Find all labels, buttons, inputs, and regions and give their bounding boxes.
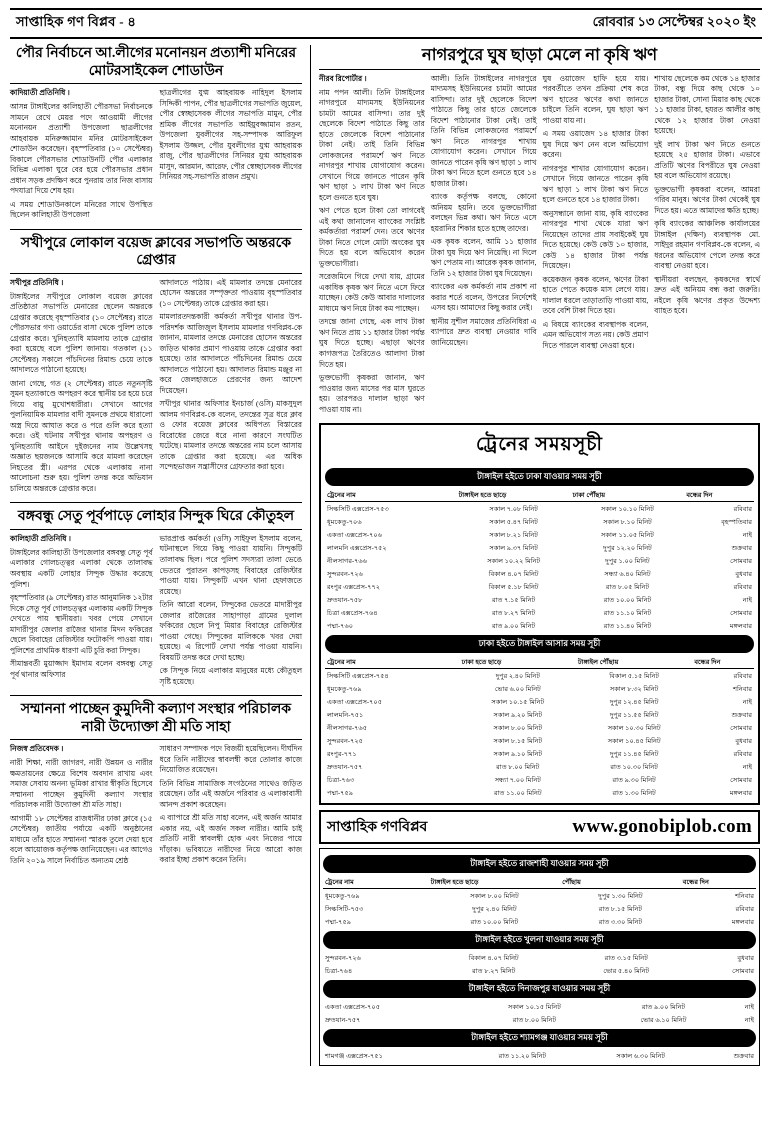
table-row: [323, 1049, 756, 1062]
table-row: [325, 541, 754, 554]
table-cell: দুপুর ১২.২০ মিনিট: [603, 544, 652, 552]
table-cell: রাত ১১.০০ মিনিট: [494, 789, 542, 797]
article-krishi-rin: [319, 45, 760, 418]
table-cell: ভোর ৬.১০ মিনিট: [640, 1016, 687, 1024]
article-paragraph: কৃষি ব্যাংকের আঞ্চলিক কার্যালয়ের টাঙ্গাইল (দক্ষিণ) ব্যবস্থাপক মো. সাইদুর রহমান গণবিপ্লব-কে বলেন, এ ধরনের অভিযোগ পেলে তদন্ত করে ব্যবস্থা নেওয়া হবে।: [654, 219, 760, 271]
table-cell: রাত ১১.৪০ মিনিট: [603, 622, 652, 630]
masthead-date: রোববার ১৩ সেপ্টেম্বর ২০২০ ইং: [592, 14, 756, 29]
table-cell: সকাল ৮.০০ মিনিট: [470, 892, 519, 900]
table-cell: রাত ৯.৩০ মিনিট: [612, 776, 656, 784]
article-paragraph: ভুক্তভোগী কৃষকরা জানান, ঋণ পাওয়ার জন্য মাসের পর মাস ঘুরতে হয়। তারপরও দালাল ছাড়া ঋণ পাওয়া যায় না।: [319, 373, 425, 414]
table-cell: নীলসাগর-৭৬৬: [327, 557, 368, 565]
article-paragraph: স্থানীয়রা বলছেন, কৃষকদের স্বার্থে দ্রুত এই অনিয়ম বন্ধ করা জরুরি। নইলে কৃষি ঋণের প্রকৃত উদ্দেশ্য ব্যাহত হবে।: [654, 274, 760, 316]
col-departure: টাঙ্গাইল হতে ছাড়ে: [457, 488, 571, 502]
article-paragraph: আসন্ন টাঙ্গাইলের কালিহাতী পৌরসভা নির্বাচনকে সামনে রেখে মেয়র পদে আওয়ামী লীগের মনোনয়ন প্রত্যাশী উপজেলা ছাত্রলীগের আহবায়ক মনিরুজ্জামান মনির মোটরসাইকেল শোডাউন করেছেন। বৃহস্পতিবার (১০ সেপ্টেম্বর) বিকালে পৌরসভার শোডাউনটি পৌর এলাকার বিভিন্ন এলাকা ঘুরে বের হয়ে পৌরসভার প্রধান প্রধান সড়ক প্রদক্ষিণ করে পুনরায় তার নিজ বাসায় পদযাত্রা দিয়ে শেষ হয়।: [10, 102, 153, 196]
article-paragraph: দুই লাখ টাকা ঋণ নিতে গুনতে হয়েছে ২৫ হাজার টাকা। এভাবে প্রতিটি ঋণের বিপরীতে ঘুষ নেওয়া হয় বলে অভিযোগ রয়েছে।: [654, 139, 760, 181]
article-sommanona-srimoti-saha: [10, 701, 302, 869]
table-cell: রাত ৮.০০ মিনিট: [496, 763, 540, 771]
article-paragraph: এ ব্যাপারে শ্রী মতি সাহা বলেন, এই অর্জন আমার একার নয়, এই অর্জন সকল নারীর। আমি চাই প্রতিটি নারী স্বাবলম্বী হোক এবং নিজের পায়ে দাঁড়াক। ভবিষ্যতে নারীদের নিয়ে আরো কাজ করার ইচ্ছা প্রকাশ করেন তিনি।: [159, 813, 302, 865]
table-cell: সোমবার: [730, 776, 752, 784]
table-cell: সকাল ৫.৪৭ মিনিট: [489, 518, 538, 526]
train-band-rajshahi: টাঙ্গাইল হইতে রাজশাহী যাওয়ার সময় সূচী: [323, 855, 756, 873]
article-paragraph: সখীপুর থানার অফিসার ইনচার্জ (ওসি) মাকসুদুল আলম গণবিপ্লব-কে বলেন, তদন্তের সূত্র ধরে ক্লাব ও ফোর বয়েজ ক্লাবের অধিপত্য বিস্তারের বিরোধের জেরে ধরে নানা কারণে সংঘটিত ঘটেছে। মামলার তদন্তে অন্তরের নাম চলে আসায় তাকে গ্রেপ্তার করা হয়েছে। এর অধিক সন্দেহভাজন সন্ত্রাসীদের গ্রেফতার করা হবে।: [159, 399, 302, 472]
table-cell: রাত ১০.৩০ মিনিট: [610, 763, 658, 771]
article-lokal-boyez-club: [10, 235, 302, 498]
table-cell: সিল্কসিটি এক্সপ্রেস-৭৫৪: [327, 672, 389, 680]
table-cell: রাত ৩.১৫ মিনিট: [604, 954, 648, 962]
col-arrival: টাঙ্গাইল পৌঁছায়: [576, 655, 692, 669]
table-row: [325, 619, 754, 632]
table-row: [325, 606, 754, 619]
article-headline: সখীপুরে লোকাল বয়েজ ক্লাবের সভাপতি অন্তরকে গ্রেপ্তার: [10, 235, 302, 274]
table-cell: শনিবার: [735, 892, 754, 900]
table-cell: বুধবার: [737, 954, 754, 962]
table-cell: চিত্রা-৭৬৩: [327, 776, 355, 784]
table-cell: রংপুর এক্সপ্রেস-৭৭২: [327, 583, 381, 591]
article-paragraph: স্থানীয় সুশীল সমাজের প্রতিনিধিরা এ ব্যাপারে দ্রুত ব্যবস্থা নেওয়ার দাবি জানিয়েছেন।: [430, 316, 537, 347]
article-paragraph: সীমান্তবর্তী মুয়াজ্জাদ ইমাদাম বলেন বঙ্গবন্ধু সেতু পূর্ব থানার অফিসার: [10, 659, 153, 679]
website-banner[interactable]: [319, 810, 760, 844]
table-cell: শুক্রবার: [731, 544, 752, 552]
train-band-shyamganj: টাঙ্গাইল হইতে শ্যামগঞ্জ যাওয়ার সময় সূচী: [323, 1029, 756, 1047]
table-cell: শুক্রবার: [733, 1052, 754, 1060]
article-paragraph: নাম পপন আলী। তিনি টাঙ্গাইলের নাগরপুরে মাদ্যমসহ ইউনিয়নের চামটা আমের বাসিন্দা। তার দুই ছেলেকে বিদেশ পাঠাতে কিছু তার হাতে জেলেকে বিদেশ পাঠানোর টাকা নেই। তাই তিনি বিভিন্ন লোকজনের পরামর্শে ঋণ নিতে নাগরপুর শাখায় যোগাযোগ করেন। সেখানে গিয়ে জানতে পারেন কৃষি ঋণ ছাড়া ১ লাখ টাকা ঋণ নিতে হলে গুনতে হবে ঘুষ।: [319, 87, 425, 202]
table-row: [325, 554, 754, 567]
table-cell: শামগঞ্জ এক্সপ্রেস-৭৫১: [325, 1052, 383, 1060]
table-cell: দুপুর ১.৩০ মিনিট: [598, 892, 643, 900]
article-paragraph: জানা গেছে, গত (২ সেপ্টেম্বর) রাতে নতুনসৃষ্টি সুমন হত্যাকাণ্ডে অপহরণ করে স্থানীয় চর হয়ে চরে গিয়ে বায়ু মুখোশধারীরা। সেখানে আগের পুলনিয়ামিক মামলার বাদী সুমনকে প্রথমে ধারালো অস্ত্র দিয়ে আঘাত করে ও পরে গুলি করে হত্যা করে। ওই ঘটনায় সখীপুর থানায় অপহরণ ও খুনিহত্যাধি আইনে দুইজনের নাম উল্লেখসহ অজ্ঞাত ছয়জনকে আসামি করে মামলা করেছেন নিহতের স্ত্রী। এরপর থেকে এলাকায় নানা আলোচনা শুরু হয়। পুলিশ তদন্ত করে অভিযান চালিয়ে অন্তরকে গ্রেপ্তার করে।: [10, 378, 153, 493]
table-cell: সকাল ৮.১৫ মিনিট: [493, 737, 543, 745]
left-column-block: [10, 45, 302, 1066]
article-paragraph: এ সময় ওয়াজেদ ১৪ হাজার টাকা ঘুষ দিয়ে ঋণ নেন বলে অভিযোগ করেন।: [542, 129, 649, 160]
article-paragraph: ঘুষ ওয়াজেদ হাফি হয়ে যায়। পরবর্তীতে তখন প্রক্রিয়া শেষ করে ঋণ হাতের ঋণের কথা জানতে চাইলে তিনি বলেন, ঘুষ ছাড়া ঋণ পাওয়া যায় না।: [542, 73, 649, 125]
table-cell: নাই: [742, 763, 752, 771]
table-header-row: [325, 488, 754, 502]
table-cell: ধূমকেতু-৭৬৯: [325, 892, 360, 900]
article-paragraph: টাঙ্গাইলের কালিহাতী উপজেলার বঙ্গবন্ধু সেতু পূর্ব এলাকার গোলচত্ত্বর এলাকা থেকে তালাবদ্ধ অবস্থায় একটি লোহার সিন্দুক উদ্ধার করেছে পুলিশ।: [10, 547, 153, 589]
table-row: [323, 915, 756, 928]
table-cell: সন্ধ্যা ৬.৪০ মিনিট: [604, 570, 651, 578]
table-cell: সকাল ৮.৩২ মিনিট: [609, 685, 659, 693]
table-row: [323, 889, 756, 903]
table-cell: দুপুর ২.৪০ মিনিট: [472, 905, 517, 913]
table-cell: নাই: [744, 1003, 754, 1011]
train-schedule-title: ট্রেনের সময়সূচী: [476, 434, 603, 456]
table-cell: রাত ৯.০০ মিনিট: [492, 622, 536, 630]
table-cell: সকাল ৮.১০ মিনিট: [603, 518, 652, 526]
table-cell: লালমনি এক্সপ্রেস-৭৫২: [327, 544, 387, 552]
divider: [10, 229, 302, 230]
table-row: [325, 567, 754, 580]
table-row: [325, 708, 754, 721]
table-cell: শনিবার: [733, 685, 752, 693]
table-cell: সকাল ৯.২০ মিনিট: [493, 711, 543, 719]
table-cell: রাত ৮.০০ মিনিট: [512, 1016, 557, 1024]
table-cell: সন্ধ্যা ৭.০০ মিনিট: [494, 776, 541, 784]
train-schedule-box: [319, 423, 760, 805]
table-cell: দ্রুতযান-৭৫৭: [325, 1016, 361, 1024]
table-cell: একতা এক্সপ্রেস-৭০৫: [325, 1003, 380, 1011]
table-cell: দ্রুতযান-৭৫৭: [327, 763, 363, 771]
article-paragraph: ছাত্রলীগের যুগ্ম আহবায়ক নাহিদুল ইসলাম সিদ্দিকী পাপন, পৌর ছাত্রলীগের সভাপতি জুয়েল, পৌর স্বেচ্ছাসেবক লীগের সভাপতি মামুন, পৌর শ্রমিক লীগের সভাপতি আইয়ুবজ্জামান রতন, উপজেলা যুবলীগের সহ-সম্পাদক আরিফুল ইসলাম উজ্জল, পৌর যুবলীগের যুগ্ম আহবায়ক রাজু, পৌর ছাত্রলীগের সিনিয়র যুগ্ম আহবায়ক মাসুদ, আরমান, আরেফ, পৌর স্বেচ্ছাসেবক লীগের সিনিয়র সহ-সভাপতি রাজন প্রমুখ।: [159, 88, 302, 182]
table-row: [325, 515, 754, 528]
col-arrival: ঢাকা পৌঁছায়: [571, 488, 685, 502]
table-cell: দুপুর ১২.৪৫ মিনিট: [609, 698, 659, 706]
table-row: [325, 502, 754, 516]
train-band-tangail-to-dhaka: টাঙ্গাইল হইতে ঢাকা যাওয়ার সময় সূচী: [325, 468, 754, 486]
table-cell: দ্রুতযান-৭৫৮: [327, 596, 363, 604]
train-table-dinajpur: [323, 1000, 756, 1026]
table-cell: রবিবার: [733, 505, 752, 513]
train-table-tangail-dhaka: [325, 488, 754, 632]
table-cell: ধূমকেতু-৭৬৯: [327, 685, 362, 693]
table-row: [323, 964, 756, 977]
table-cell: বিকাল ৫.১৮ মিনিট: [488, 583, 539, 591]
table-cell: রংপুর-৭৭১: [327, 750, 357, 758]
table-cell: মঙ্গলবার: [729, 622, 752, 630]
divider: [10, 502, 302, 503]
table-cell: ভোর ৬.০০ মিনিট: [494, 685, 541, 693]
table-row: [325, 786, 754, 799]
table-row: [325, 734, 754, 747]
table-cell: রবিবার: [733, 750, 752, 758]
table-header-row: [323, 875, 756, 889]
table-cell: একতা এক্সপ্রেস-৭০৬: [327, 531, 382, 539]
table-cell: সকাল ১০.২২ মিনিট: [487, 557, 541, 565]
article-paragraph: মামলারতদন্তকারী কর্মকর্তা সখীপুর থানার উপ-পরিদর্শক আজিজুল ইসলাম মামলার গণবিপ্লব-কে জানান, মামলার তদন্তে মেনারের হোসেন অন্তরের জড়িত থাকার প্রমাণ পাওয়ায় তাকে গ্রেপ্তার করা হয়েছে। তার আদালতে পাঁচদিনের রিমান্ড চেয়ে আদালতে পাঠানো হয়। আদালত রিমান্ড মঞ্জুর না করে জেলহাজতে প্রেরণের জন্য আদেশ দিয়েছেন।: [159, 312, 302, 395]
table-cell: একতা এক্সপ্রেস-৭০৫: [327, 698, 382, 706]
article-headline: নাগরপুরে ঘুষ ছাড়া মেলে না কৃষি ঋণ: [319, 45, 760, 70]
table-cell: নাই: [742, 596, 752, 604]
table-cell: ধূমকেতু-৭০৬: [327, 518, 362, 526]
table-cell: সকাল ৮.২১ মিনিট: [489, 531, 538, 539]
article-paragraph: আগামী ১৮ সেপ্টেম্বর রাজধানীর ঢাকা ক্লাবে (১৫ সেপ্টেম্বর) জাতীয় পর্যায়ে একটি অনুষ্ঠানের মাধ্যমে তাঁর হাতে সম্মাননা স্মারক তুলে দেয়া হবে বলে আয়োজক কর্তৃপক্ষ জানিয়েছেন। এর আগেও তিনি ২০১৯ সালে নির্বাচিত অন্যতম শ্রেষ্ঠ: [10, 813, 153, 865]
table-cell: সকাল ৬.৩০ মিনিট: [616, 1052, 665, 1060]
table-cell: সকাল ৭.০৮ মিনিট: [489, 505, 538, 513]
table-cell: সোমবার: [730, 609, 752, 617]
table-cell: পদ্মা-৭৫৯: [327, 789, 354, 797]
divider: [10, 695, 302, 696]
article-paragraph: আদালতে পাঠায়। এই মামলার তদন্তে মেনারের হোসেন অন্তরের সম্পৃক্ততা পাওয়ায় বৃহস্পতিবার (১০ সেপ্টেম্বর) তাকে গ্রেপ্তার করা হয়।: [159, 277, 302, 308]
table-cell: রাত ৩.৩০ মিনিট: [598, 918, 643, 926]
article-paragraph: সাধারণ সম্পাদক পদে বিজয়ী হয়েছিলেন। দীর্ঘদিন ধরে তিনি নারীদের স্বাবলম্বী করে তোলার কাজে নিয়োজিত রয়েছেন।: [159, 744, 302, 775]
article-paragraph: অনুসন্ধানে জানা যায়, কৃষি ব্যাংকের নাগরপুর শাখা থেকে যারা ঋণ নিয়েছেন তাদের প্রায় সবাইকেই ঘুষ দিতে হয়েছে। কেউ কেউ ১০ হাজার, কেউ ১৪ হাজার টাকা পর্যন্ত দিয়েছেন।: [542, 208, 649, 271]
table-row: [323, 1013, 756, 1026]
article-byline: কাদিয়াতী প্রতিনিধি ।: [10, 88, 70, 97]
article-paragraph: তিনি বিভিন্ন সামাজিক সংগঠনের সাথেও জড়িত রয়েছেন। তাঁর এই অর্জনে পরিবার ও এলাকাবাসী আনন্দ প্রকাশ করেছেন।: [159, 778, 302, 809]
table-cell: রাত ৭.১৫ মিনিট: [492, 596, 536, 604]
article-headline: পৌর নির্বাচনে আ.লীগের মনোনয়ন প্রত্যাশী মনিরের মোটরসাইকেল শোডাউন: [10, 45, 302, 84]
table-cell: সোমবার: [732, 967, 754, 975]
col-train-name: ট্রেনের নাম: [325, 655, 460, 669]
article-paragraph: এক কৃষক বলেন, আমি ১১ হাজার টাকা ঘুষ দিয়ে ঋণ নিয়েছি। না দিলে ঋণ পেতাম না। আরেক কৃষক জানান, তিনি ১২ হাজার টাকা ঘুষ দিয়েছেন।: [430, 237, 537, 278]
train-table-rajshahi: [323, 875, 756, 928]
article-byline: কালিহাতী প্রতিনিধি ।: [10, 533, 71, 543]
table-cell: নাই: [742, 698, 752, 706]
col-offday: বন্ধের দিন: [681, 875, 756, 889]
article-porsova-nirbachon: [10, 45, 302, 224]
table-cell: রাত ১০.০০ মিনিট: [470, 918, 519, 926]
table-cell: সকাল ১০.১৫ মিনিট: [491, 698, 545, 706]
table-cell: রবিবার: [733, 672, 752, 680]
table-row: [325, 580, 754, 593]
article-paragraph: সরেজমিনে গিয়ে দেখা যায়, গ্রামের একাধিক কৃষক ঋণ নিতে এসে ফিরে যাচ্ছেন। কেউ কেউ আবার দালালের মাধ্যমে ঋণ নিয়ে টাকা কম পাচ্ছেন।: [319, 272, 425, 313]
table-row: [325, 773, 754, 786]
table-row: [325, 669, 754, 683]
table-cell: বিকাল ৪.০৭ মিনিট: [468, 954, 519, 962]
table-row: [323, 951, 756, 964]
article-lohar-sinduk: [10, 508, 302, 690]
col-train-name: ট্রেনের নাম: [325, 488, 457, 502]
table-cell: রাত ১১.১০ মিনিট: [603, 609, 652, 617]
article-paragraph: ব্যাংক কর্তৃপক্ষ বলছে, কোনো অনিয়ম হয়নি। তবে ভুক্তভোগীরা বলছেন ভিন্ন কথা। ঋণ নিতে এসে হয়রানির শিকার হতে হচ্ছে তাদের।: [430, 192, 537, 233]
table-cell: সিল্কসিটি-৭৫৩: [325, 905, 364, 913]
table-cell: সকাল ১০.৩০ মিনিট: [607, 724, 661, 732]
table-cell: বিকাল ৪.০৭ মিনিট: [488, 570, 539, 578]
table-cell: নীলসাগর-৭৬৫: [327, 724, 368, 732]
col-arrival: পৌঁছায়: [560, 875, 681, 889]
table-cell: চিত্রা এক্সপ্রেস-৭৬৪: [327, 609, 378, 617]
train-table-khulna: [323, 951, 756, 977]
table-cell: সিল্কসিটি এক্সপ্রেস-৭৫৩: [327, 505, 389, 513]
col-departure: টাঙ্গাইল হতে ছাড়ে: [429, 875, 560, 889]
train-band-dhaka-to-tangail: ঢাকা হইতে টাঙ্গাইল আসার সময় সূচী: [325, 635, 754, 653]
table-cell: সোমবার: [730, 724, 752, 732]
col-train-name: ট্রেনের নাম: [323, 875, 429, 889]
table-cell: পদ্মা-৭৫৯: [325, 918, 352, 926]
article-paragraph: শাখায় ছেলেকে কম থেকে ১৪ হাজার টাকা, বন্ধু দিয়ে কাছ থেকে ১০ হাজার টাকা, সোনা মিয়ার কাছ থেকে ১১ হাজার টাকা, হযরত আলীর কাছ থেকে ১২ হাজার টাকা নেওয়া হয়েছে।: [654, 73, 760, 136]
table-cell: শুক্রবার: [731, 711, 752, 719]
table-cell: দুপুর ১১.৫৫ মিনিট: [609, 711, 659, 719]
table-cell: দুপুর ১.০০ মিনিট: [605, 557, 650, 565]
table-cell: রবিবার: [733, 583, 752, 591]
table-row: [325, 682, 754, 695]
table-cell: সোমবার: [730, 557, 752, 565]
article-paragraph: ঋণ পেতে হলে টাকা তো লাগবেই এই কথা জানালেন ব্যাংকের সংশ্লিষ্ট কর্মকর্তারা পরামর্শ দেন। তবে ঋণের টাকা নিতে গেলে মোটা অংকের ঘুষ দিতে হয় বলে অভিযোগ করেন ভুক্তভোগীরা।: [319, 206, 425, 268]
table-cell: সকাল ৮.০০ মিনিট: [493, 724, 543, 732]
paper-brand: সাপ্তাহিক গণবিপ্লব: [327, 820, 428, 836]
table-cell: সকাল ১০.৪৫ মিনিট: [607, 737, 661, 745]
right-column-block: [310, 45, 760, 1066]
article-paragraph: তিনি আরো বলেন, সিন্দুকের ভেতরে মাদারীপুর জেলার রাজৈরের সাহাপাড়া গ্রামের দুলাল ফকিরের ছেলে নিপু মিয়ার বিবাহের রেজিস্টার পাওয়া গেছে। সিন্দুকের মালিককে খবর দেয়া হয়েছে। এ রিপোর্ট লেখা পর্যন্ত পাওয়া যায়নি। বিষয়টি তদন্ত করে দেখা হচ্ছে।: [159, 600, 302, 662]
train-table-dhaka-tangail: [325, 655, 754, 799]
train-schedule-secondary: [319, 848, 760, 1066]
table-cell: রাত ৮.২৭ মিনিট: [472, 967, 516, 975]
table-cell: মঙ্গলবার: [729, 789, 752, 797]
table-cell: বিকাল ৫.১৫ মিনিট: [609, 672, 659, 680]
table-cell: রাত ৮.০৫ মিনিট: [605, 583, 650, 591]
article-paragraph: তদন্তে জানা গেছে, এক লাখ টাকা ঋণ নিতে প্রায় ১১ হাজার টাকা পর্যন্ত ঘুষ দিতে হচ্ছে। এছাড়া ঋণের কাগজপত্র তৈরিতেও আলাদা টাকা দিতে হয়।: [319, 317, 425, 369]
table-cell: সকাল ১১.০৫ মিনিট: [601, 531, 654, 539]
table-header-row: [325, 655, 754, 669]
table-cell: রাত ৯.০০ মিনিট: [641, 1003, 686, 1011]
table-cell: রাত ১০.০০ মিনিট: [603, 596, 652, 604]
article-byline: সখীপুর প্রতিনিধি ।: [10, 277, 64, 287]
article-paragraph: কয়েকজন কৃষক বলেন, ঋণের টাকা হাতে পেতে কয়েক মাস লেগে যায়। দালাল ধরলে তাড়াতাড়ি পাওয়া যায়, তবে বেশি টাকা দিতে হয়।: [542, 274, 649, 316]
article-paragraph: এ বিষয়ে ব্যাংকের ব্যবস্থাপক বলেন, এমন অভিযোগ সত্য নয়। কেউ প্রমাণ দিতে পারলে ব্যবস্থা নেওয়া হবে।: [542, 319, 649, 350]
masthead: [10, 8, 762, 39]
article-paragraph: কে সিন্দুক নিয়ে এলাকার মানুষের মধ্যে কৌতুহল সৃষ্টি হয়েছে।: [159, 666, 302, 686]
table-cell: দুপুর ২.৪০ মিনিট: [495, 672, 540, 680]
table-cell: চিত্রা-৭৬৪: [325, 967, 353, 975]
article-paragraph: ভুক্তভোগী কৃষকরা বলেন, আমরা গরিব মানুষ। ঋণের টাকা থেকেই ঘুষ দিতে হয়। এতে আমাদের ক্ষতি হচ্ছে।: [654, 184, 760, 215]
table-cell: নাই: [744, 1016, 754, 1024]
col-offday: বন্ধের দিন: [692, 655, 754, 669]
article-headline: বঙ্গবন্ধু সেতু পূর্বপাড়ে লোহার সিন্দুক ঘিরে কৌতুহল: [10, 508, 302, 530]
table-cell: রাত ১.৩০ মিনিট: [612, 789, 656, 797]
table-cell: সুন্দরবন-৭২৫: [327, 737, 363, 745]
table-cell: সকাল ১০.১৫ মিনিট: [508, 1003, 561, 1011]
table-cell: সকাল ১০.১০ মিনিট: [601, 505, 654, 513]
table-cell: সকাল ৯.১০ মিনিট: [493, 750, 543, 758]
col-offday: বন্ধের দিন: [684, 488, 754, 502]
article-paragraph: নারী শিক্ষা, নারী জাগরণ, নারী উন্নয়ন ও নারীর ক্ষমতায়নের ক্ষেত্রে বিশেষ অবদান রাখায় এবং সমাজ সেবায় অনন্য ভূমিকা রাখার স্বীকৃতি হিসেবে সম্মাননা পাচ্ছেন কুমুদিনী কল্যাণ সংস্থার পরিচালক নারী উদ্যোক্তা শ্রী মতি সাহা।: [10, 758, 153, 810]
table-cell: বুধবার: [735, 737, 752, 745]
article-headline: সম্মাননা পাচ্ছেন কুমুদিনী কল্যাণ সংস্থার পরিচালক নারী উদ্যোক্তা শ্রী মতি সাহা: [10, 701, 302, 740]
table-cell: লালমনি-৭৫১: [327, 711, 364, 719]
table-row: [325, 528, 754, 541]
train-table-shyamganj: [323, 1049, 756, 1062]
table-row: [325, 747, 754, 760]
article-byline: নীরব রিপোর্টার ।: [319, 73, 367, 83]
article-paragraph: এ সময় শোডাউনকালে মনিরের সাথে উপস্থিত ছিলেন কালিহাতী উপজেলা: [10, 199, 153, 220]
table-row: [323, 902, 756, 915]
table-cell: বুধবার: [735, 570, 752, 578]
table-cell: নাই: [742, 531, 752, 539]
table-row: [325, 721, 754, 734]
col-departure: ঢাকা হতে ছাড়ে: [460, 655, 576, 669]
table-cell: রাত ১১.২০ মিনিট: [498, 1052, 547, 1060]
article-paragraph: ব্যাংকের এক কর্মকর্তা নাম প্রকাশ না করার শর্তে বলেন, উপরের নির্দেশেই এসব হয়। আমাদের কিছু করার নেই।: [430, 282, 537, 313]
article-byline: নিজস্ব প্রতিবেদক ।: [10, 744, 64, 754]
train-band-dinajpur: টাঙ্গাইল হইতে দিনাজপুর যাওয়ার সময় সূচী: [323, 980, 756, 998]
train-band-khulna: টাঙ্গাইল হইতে খুলনা যাওয়ার সময় সূচী: [323, 931, 756, 949]
masthead-title: সাপ্তাহিক গণ বিপ্লব - ৪: [16, 14, 137, 29]
table-cell: মঙ্গলবার: [731, 918, 754, 926]
table-cell: ভোর ৫.৪০ মিনিট: [603, 967, 650, 975]
table-cell: দুপুর ১১.৪৫ মিনিট: [609, 750, 659, 758]
table-cell: রাত ৮.১৫ মিনিট: [598, 905, 643, 913]
article-paragraph: নাগরপুর শাখার যোগাযোগ করেন। সেখানে গিয়ে জানতে পারেন কৃষি ঋণ ছাড়া ১ লাখ টাকা ঋণ নিতে হলে গুনতে হবে ১৪ হাজার টাকা।: [542, 163, 649, 205]
table-cell: রাত ৮.২৭ মিনিট: [492, 609, 536, 617]
website-url[interactable]: www.gonobiplob.com: [572, 816, 752, 838]
table-cell: সকাল ৯.৩৭ মিনিট: [489, 544, 538, 552]
table-cell: পদ্মা-৭৬০: [327, 622, 354, 630]
table-row: [325, 593, 754, 606]
article-paragraph: আলী। তিনি টাঙ্গাইলের নাগরপুরে মাদ্যমসহ ইউনিয়নের চামটা আমের বাসিন্দা। তার দুই ছেলেকে বিদেশ পাঠাতে কিছু তার হাতে জেলেকে বিদেশ পাঠানোর টাকা নেই। তাই তিনি বিভিন্ন লোকজনের পরামর্শে ঋণ নিতে নাগরপুর শাখায় যোগাযোগ করেন। সেখানে গিয়ে জানতে পারেন কৃষি ঋণ ছাড়া ১ লাখ টাকা ঋণ নিতে হলে গুনতে হবে ১৪ হাজার টাকা।: [430, 73, 537, 188]
table-cell: রবিবার: [735, 905, 754, 913]
table-row: [325, 760, 754, 773]
table-row: [323, 1000, 756, 1013]
table-cell: বৃহস্পতিবার: [721, 518, 752, 526]
article-paragraph: ভারপ্রাপ্ত কর্মকর্তা (ওসি) সাইফুল ইসলাম বলেন, ঘটনাস্থলে গিয়ে কিছু পাওয়া যায়নি। সিন্দুকটি তালাবদ্ধ ছিল। পরে পুলিশ সদস্যরা তালা ভেঙে ভেতরে পুরাতন কাপড়সহ বিবাহের রেজিস্টার পাওয়া যায়। সিন্দুকটি এখন থানা হেফাজতে রয়েছে।: [159, 533, 302, 596]
article-paragraph: টাঙ্গাইলের সখীপুরে লোকাল বয়েজ ক্লাবের প্রতিষ্ঠাতা সভাপতি মেনারের ছেলেন অন্তরকে গ্রেপ্তার করেছে বৃহস্পতিবার (১০ সেপ্টেম্বর) রাতে পৌরসভার গণ্য ওয়ার্ডের বাসা থেকে পুলিশ তাকে গ্রেপ্তার করে। খুনিহত্যাধি মামলায় তাকে গ্রেপ্তার করা হয়েছে বলে পুলিশ জানায়। গতকাল (১১ সেপ্টেম্বর) সকালে পাঁচদিনের রিমান্ড চেয়ে তাকে আদালতে পাঠানো হয়েছে।: [10, 291, 153, 375]
article-paragraph: বৃহস্পতিবার (৯ সেপ্টেম্বর) রাত আনুমানিক ১২টার দিকে সেতু পূর্ব গোলচত্ত্বর এলাকায় একটি সিন্দুক দেখতে পায় স্থানীয়রা। খবর পেয়ে সেখানে মাদারীপুর জেলার রাজৈর থানার মিদন ফকিরের ছেলে বিবাহের রেজিস্টার ফটোকপি পাওয়া যায়। পুলিশের প্রাথমিক ধারণা এটি চুরি করা সিন্দুক।: [10, 593, 153, 655]
table-cell: সুন্দরবন-৭২৬: [325, 954, 361, 962]
table-row: [325, 695, 754, 708]
table-cell: সুন্দরবন-৭২৬: [327, 570, 363, 578]
